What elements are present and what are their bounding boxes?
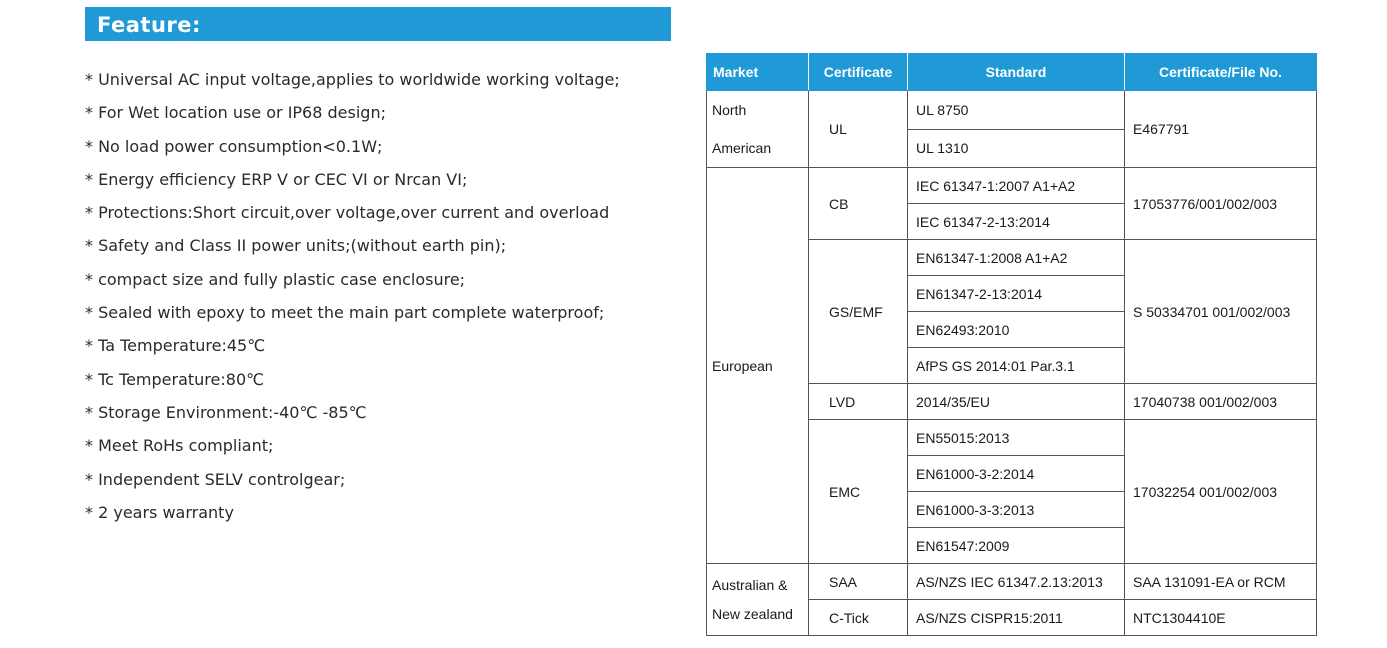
feature-item: * Protections:Short circuit,over voltage,over current and overload	[85, 203, 610, 223]
market-label-line: North	[712, 102, 747, 118]
feature-item: * Tc Temperature:80℃	[85, 369, 265, 389]
standard-cell: 2014/35/EU	[908, 384, 1125, 420]
market-european: European	[707, 168, 809, 564]
standard-cell: AfPS GS 2014:01 Par.3.1	[908, 348, 1125, 384]
market-label-line: Australian &	[712, 576, 788, 593]
feature-item: * Independent SELV controlgear;	[85, 469, 346, 489]
standard-cell: EN61547:2009	[908, 528, 1125, 564]
cert-cb: CB	[809, 168, 908, 240]
cert-gs-emf: GS/EMF	[809, 240, 908, 384]
standard-cell: AS/NZS CISPR15:2011	[908, 600, 1125, 636]
standard-cell: UL 1310	[908, 129, 1125, 168]
cert-c-tick: C-Tick	[809, 600, 908, 636]
feature-item: * Sealed with epoxy to meet the main part complete waterproof;	[85, 303, 605, 323]
standard-cell: IEC 61347-1:2007 A1+A2	[908, 168, 1125, 204]
cert-ul: UL	[809, 91, 908, 168]
file-no-cb: 17053776/001/002/003	[1125, 168, 1317, 240]
feature-item: * Energy efficiency ERP V or CEC VI or Nrcan VI;	[85, 169, 468, 189]
cert-saa: SAA	[809, 564, 908, 600]
standard-cell: EN61000-3-2:2014	[908, 456, 1125, 492]
header-market: Market	[707, 54, 809, 91]
feature-item: * Universal AC input voltage,applies to worldwide working voltage;	[85, 70, 620, 89]
cert-emc: EMC	[809, 420, 908, 564]
feature-header	[85, 7, 671, 41]
standard-cell: EN61000-3-3:2013	[908, 492, 1125, 528]
table-header-row	[707, 54, 1317, 91]
table-row	[707, 564, 1317, 600]
standard-cell: EN62493:2010	[908, 312, 1125, 348]
market-australian	[707, 564, 809, 636]
feature-item: * Safety and Class II power units;(without earth pin);	[85, 236, 507, 256]
file-no-lvd: 17040738 001/002/003	[1125, 384, 1317, 420]
header-file-no: Certificate/File No.	[1125, 54, 1317, 91]
feature-item: * compact size and fully plastic case enclosure;	[85, 269, 466, 289]
standard-cell: EN55015:2013	[908, 420, 1125, 456]
feature-item: * Storage Environment:-40℃ -85℃	[85, 402, 367, 422]
feature-item: * Meet RoHs compliant;	[85, 436, 274, 456]
table-row	[707, 168, 1317, 204]
header-certificate: Certificate	[809, 54, 908, 91]
file-no-ul: E467791	[1125, 91, 1317, 168]
header-standard: Standard	[908, 54, 1125, 91]
table-row	[707, 91, 1317, 130]
market-label-line: American	[712, 140, 772, 156]
market-north-american	[707, 91, 809, 168]
feature-item: * For Wet location use or IP68 design;	[85, 103, 386, 123]
feature-title: Feature:	[97, 13, 201, 37]
certification-table	[706, 53, 1317, 636]
feature-item: * No load power consumption<0.1W;	[85, 136, 383, 156]
file-no-gs-emf: S 50334701 001/002/003	[1125, 240, 1317, 384]
feature-item: * 2 years warranty	[85, 502, 234, 522]
standard-cell: EN61347-2-13:2014	[908, 276, 1125, 312]
cert-lvd: LVD	[809, 384, 908, 420]
standard-cell: EN61347-1:2008 A1+A2	[908, 240, 1125, 276]
file-no-emc: 17032254 001/002/003	[1125, 420, 1317, 564]
feature-item: * Ta Temperature:45℃	[85, 336, 266, 356]
market-label-line: New zealand	[712, 605, 793, 622]
standard-cell: UL 8750	[908, 91, 1125, 130]
file-no-c-tick: NTC1304410E	[1125, 600, 1317, 636]
standard-cell: AS/NZS IEC 61347.2.13:2013	[908, 564, 1125, 600]
feature-list	[85, 66, 685, 532]
file-no-saa: SAA 131091-EA or RCM	[1125, 564, 1317, 600]
standard-cell: IEC 61347-2-13:2014	[908, 204, 1125, 240]
